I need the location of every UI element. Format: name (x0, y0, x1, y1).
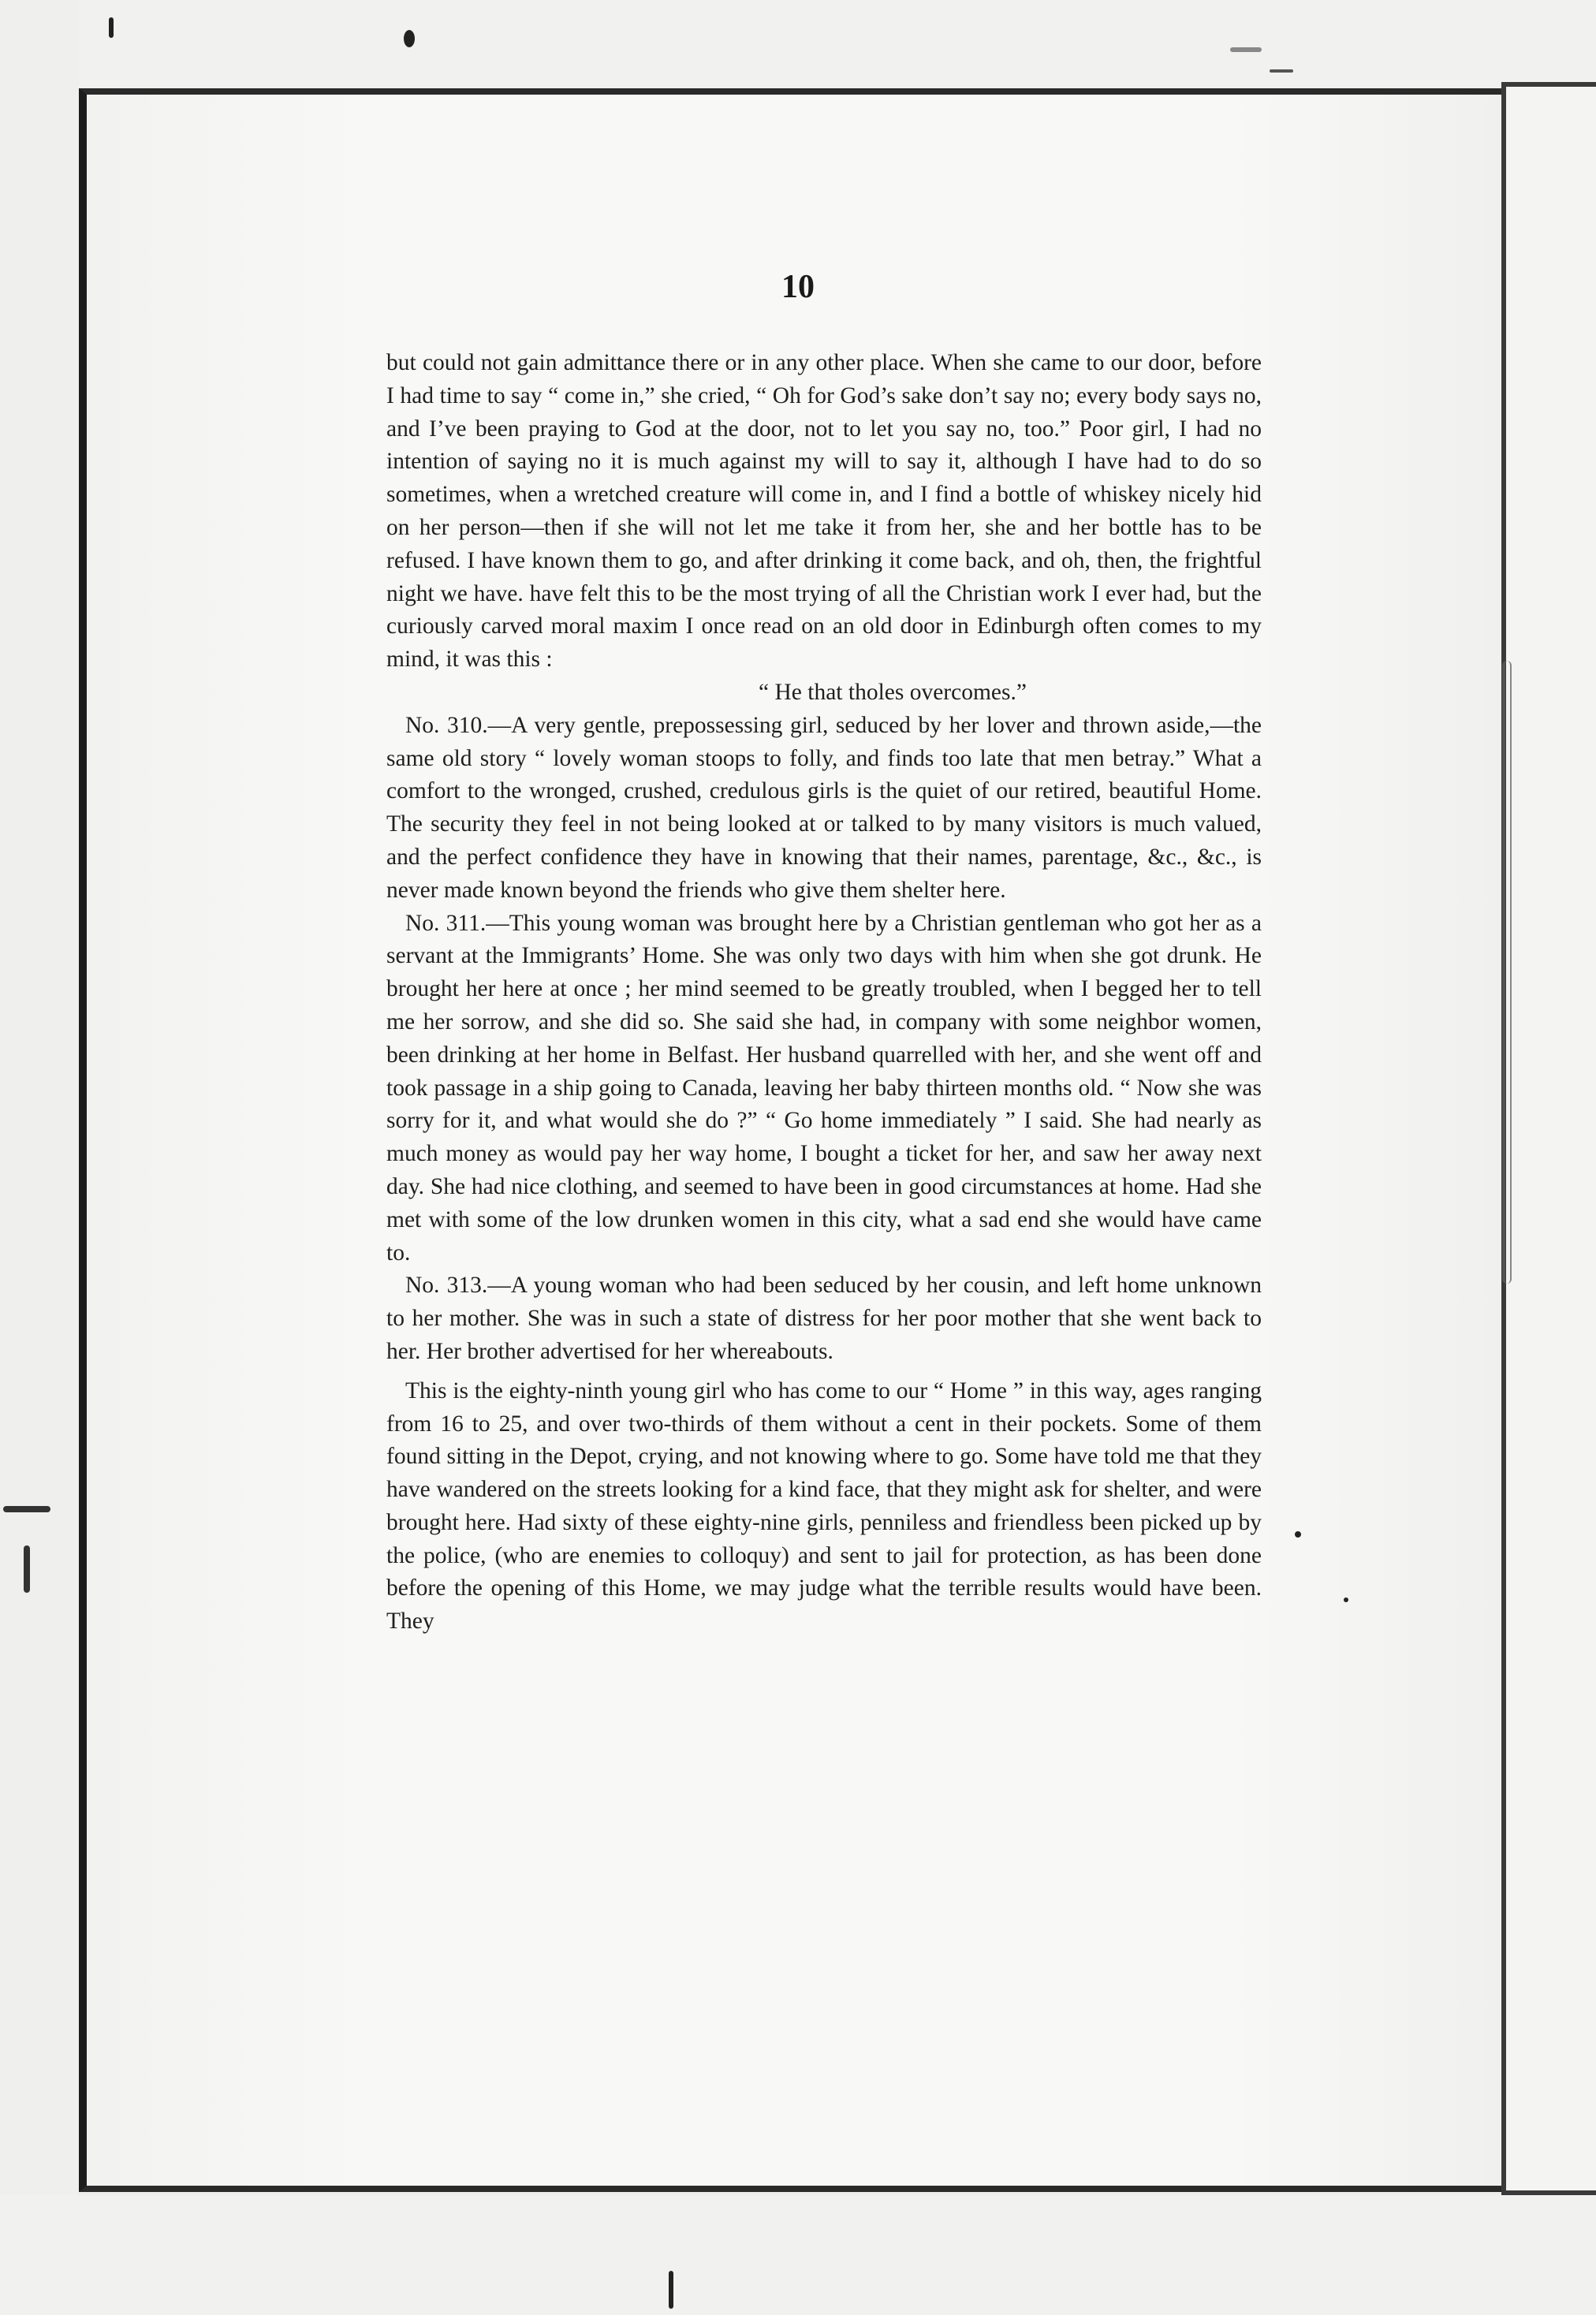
scan-speck (1295, 1531, 1301, 1538)
paragraph-summary: This is the eighty-ninth young girl who has come to our “ Home ” in this way, ages ranging from 16 to 25, and over two-thirds of them without a cent in their pockets. Some of them found sitting in the Depot, crying, and not knowing where to go. Some have told me that they have wandered on the streets looking for a kind face, that they might ask for shelter, and were brought here. Had sixty of these eighty-nine girls, penniless and friendless been picked up by the police, (who are enemies to colloquy) and sent to jail for protection, as has been done before the opening of this Home, we may judge what the terrible results would have been. They (386, 1377, 1262, 1635)
scan-top-margin (0, 0, 1596, 88)
page-number: 10 (781, 269, 815, 305)
page-binding-edge (1502, 661, 1512, 1284)
scan-speck (109, 17, 114, 38)
scan-speck (1230, 47, 1262, 52)
facing-page-edge (1501, 82, 1596, 2195)
paragraph-no-313: No. 313.—A young woman who had been seduced by her cousin, and left home unknown to her mother. She was in such a state of distress for her poor mother that she went back to her. Her brother advertised for her whereabouts. (386, 1273, 1262, 1364)
scan-bottom-margin (0, 2195, 1596, 2315)
paragraph-no-310: No. 310.—A very gentle, prepossessing girl, seduced by her lover and thrown aside,—the same old story “ lovely woman stoops to folly, and finds too late that men betray.” What a comfort to the wronged, crushed, credulous girls is the quiet of our retired, beautiful Home. The security they feel in not being looked at or talked to by many visitors is much valued, and the perfect confidence they have in knowing that their names, parentage, &c., &c., is never made known beyond the friends who give them shelter here. (386, 712, 1262, 903)
scan-speck (1344, 1597, 1348, 1602)
scan-speck (24, 1545, 30, 1593)
paragraph-no-311: No. 311.—This young woman was brought here by a Christian gentleman who got her as a servant at the Immigrants’ Home. She was only two days with him when she got drunk. He brought her here at once ; her mind seemed to be greatly troubled, when I begged her to tell me her sorrow, and she did so. She said she had, in company with some neighbor women, been drinking at her home in Belfast. Her husband quarrelled with her, and she went off and took passage in a ship going to Canada, leaving her baby thirteen months old. “ Now she was sorry for it, and what would she do ?” “ Go home immediately ” I said. She had nearly as much money as would pay her way home, I bought a ticket for her, and saw her away next day. She had nice clothing, and seemed to have been in good circumstances at home. Had she met with some of the low drunken women in this city, what a sad end she would have came to. (386, 910, 1262, 1266)
scan-speck (404, 30, 415, 47)
scan-speck (1270, 69, 1293, 73)
scan-speck (669, 2271, 673, 2309)
paragraph-continued: but could not gain admittance there or in any other place. When she came to our door, before I had time to say “ come in,” she cried, “ Oh for God’s sake don’t say no; every body says no, and I’ve been praying to God at the door, not to let you say no, too.” Poor girl, I had no intention of saying no it is much against my will to say it, although I have had to do so sometimes, when a wretched creature will come in, and I find a bottle of whiskey nicely hid on her person—then if she will not let me take it from her, she and her bottle has to be refused. I have known them to go, and after drinking it come back, and oh, then, the frightful night we have. have felt this to be the most trying of all the Christian work I ever had, but the curiously carved moral maxim I once read on an old door in Edinburgh often comes to my mind, it was this : (386, 350, 1262, 673)
page-text (386, 347, 1262, 1638)
scan-speck (3, 1506, 50, 1512)
quoted-maxim: “ He that tholes overcomes.” (759, 679, 1027, 705)
scan-left-margin (0, 0, 79, 2315)
